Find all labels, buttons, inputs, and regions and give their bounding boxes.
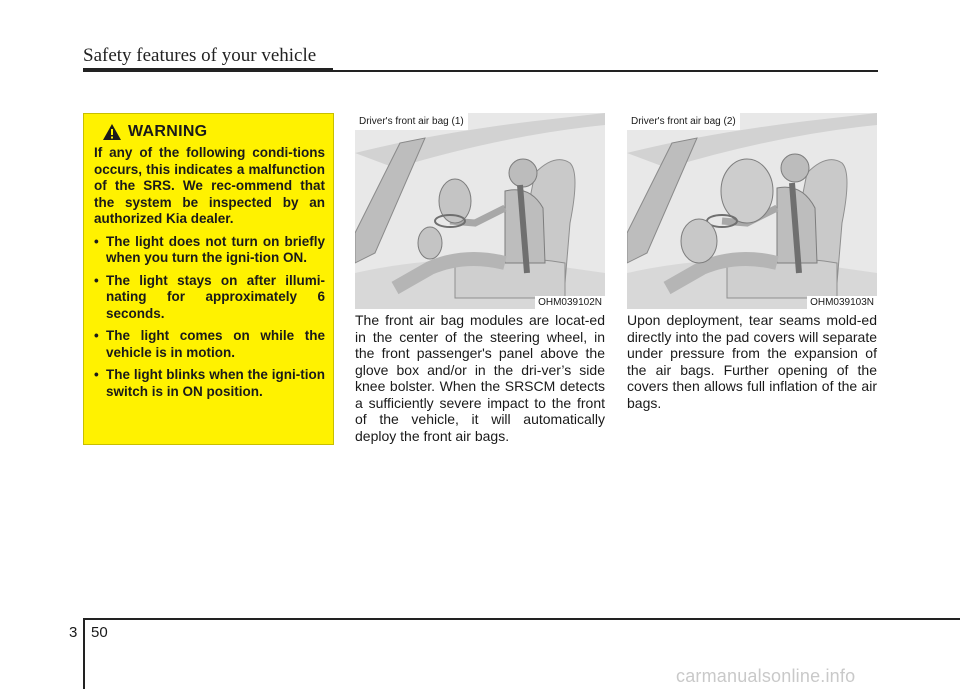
footer-rule-vertical [83, 618, 85, 689]
page-header-title: Safety features of your vehicle [83, 45, 317, 66]
page-number: 50 [91, 624, 108, 641]
warning-triangle-icon [102, 123, 122, 141]
warning-list [94, 234, 325, 401]
figure-code: OHM039103N [807, 296, 877, 309]
warning-box [83, 113, 334, 445]
body-paragraph-left: The front air bag modules are locat-ed in the center of the steering wheel, in the front passenger's panel above the glove box and/or in the dri-ver’s side knee bolster. When the SRSCM detects a sufficiently severe impact to the front of the vehicle, it will automatically deploy the front air bags. [355, 312, 605, 444]
airbag-illustration-2 [627, 113, 877, 309]
warning-intro: If any of the following condi-tions occurs, this indicates a malfunction of the SRS. We rec-ommend that the system be inspected by an authorized Kia dealer. [94, 145, 325, 226]
warning-title: WARNING [128, 123, 208, 140]
warning-item: • The light does not turn on briefly when you turn the igni-tion ON. [94, 234, 325, 267]
body-paragraph-right: Upon deployment, tear seams mold-ed directly into the pad covers will separate under pressure from the expansion of the air bags. Further opening of the covers then allows full inflation of the air bags. [627, 312, 877, 411]
warning-item: • The light blinks when the igni-tion switch is in ON position. [94, 367, 325, 400]
watermark: carmanualsonline.info [676, 666, 856, 686]
airbag-illustration-1 [355, 113, 605, 309]
warning-item: • The light comes on while the vehicle is in motion. [94, 328, 325, 361]
figure-driver-airbag-1 [355, 113, 605, 309]
figure-caption: Driver's front air bag (2) [627, 113, 740, 130]
figure-code: OHM039102N [535, 296, 605, 309]
page-chapter-number: 3 [69, 624, 78, 641]
footer-rule-horizontal [83, 618, 960, 620]
warning-title-row [102, 123, 325, 141]
figure-caption: Driver's front air bag (1) [355, 113, 468, 130]
header-rule-thin [333, 70, 878, 72]
figure-driver-airbag-2 [627, 113, 877, 309]
header-rule-thick [83, 68, 333, 72]
warning-item: • The light stays on after illumi-nating for approximately 6 seconds. [94, 273, 325, 323]
